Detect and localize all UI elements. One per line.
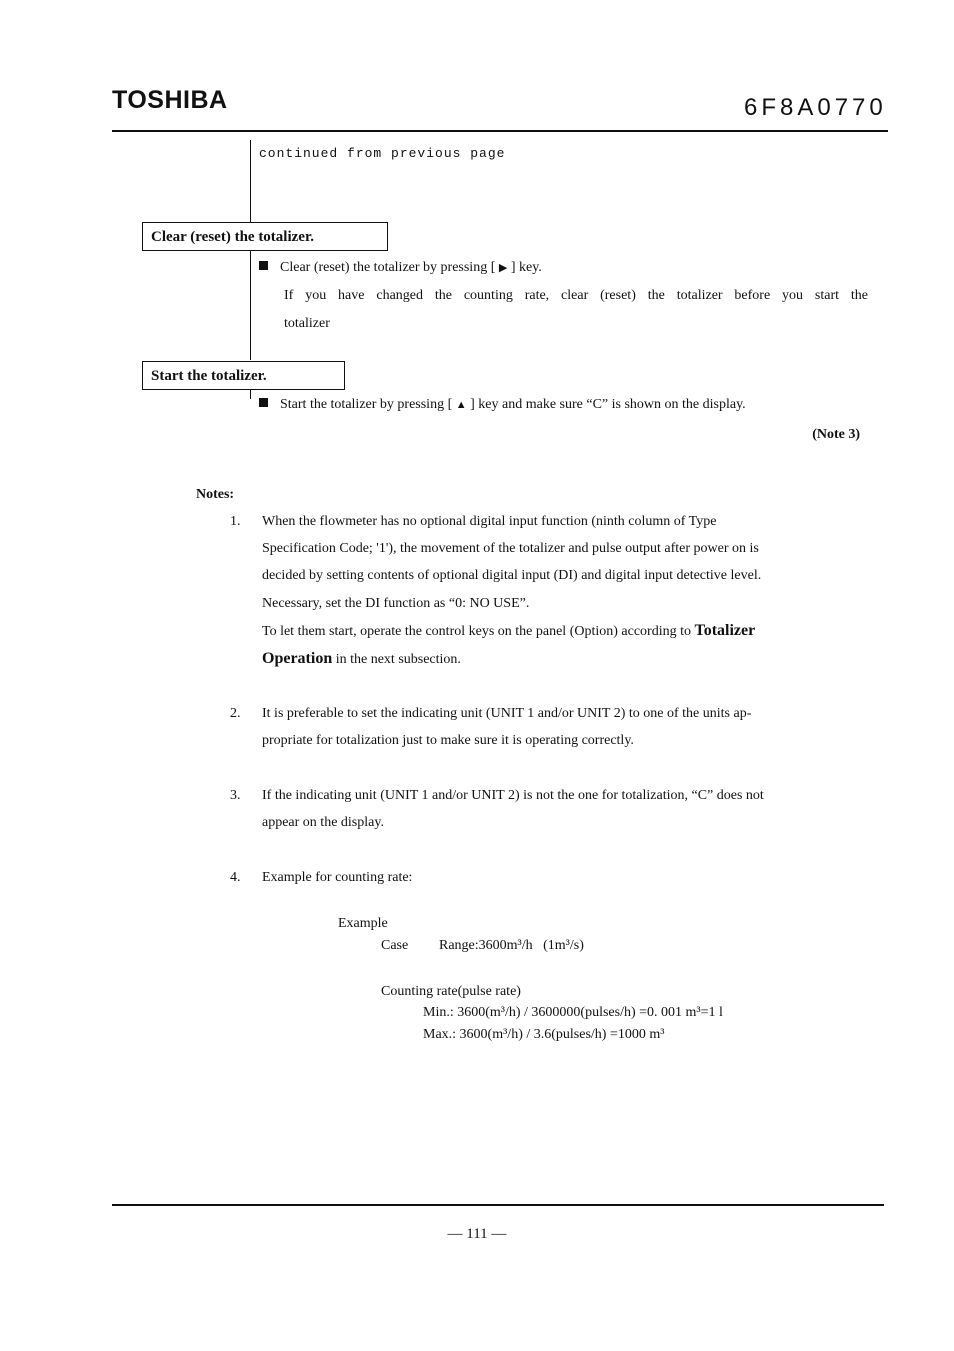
case-range: Range:3600m³/h (1m³/s) [439, 938, 584, 953]
flow-connector-mid [250, 250, 251, 360]
totalizer-bold-text: Totalizer [694, 622, 756, 639]
note-1-line1: When the flowmeter has no optional digital input function (ninth column of Type [262, 514, 717, 529]
right-arrow-key-icon: ▶ [498, 262, 508, 274]
notes-heading: Notes: [196, 487, 235, 502]
note-2-number: 2. [230, 706, 241, 721]
header-rule [112, 130, 888, 132]
note-3-line2: appear on the display. [262, 815, 384, 830]
step-clear-title: Clear (reset) the totalizer. [142, 222, 388, 251]
up-arrow-key-icon: ▲ [455, 399, 467, 411]
flow-connector-top [250, 140, 251, 222]
counting-rate-label: Counting rate(pulse rate) [381, 984, 521, 999]
note-1-line2: Specification Code; '1'), the movement of the totalizer and pulse output after power on is [262, 541, 759, 556]
bullet-square-icon [259, 261, 268, 270]
note-1-line5 [262, 617, 755, 646]
step-clear-bullet-line [259, 254, 542, 282]
step-clear-bullet-prefix: Clear (reset) the totalizer by pressing [ [280, 260, 496, 275]
step-start-bullet-suffix: ] key and make sure “C” is shown on the display. [470, 397, 746, 412]
note-1-line4: Necessary, set the DI function as “0: NO USE”. [262, 596, 530, 611]
case-label: Case [381, 938, 409, 953]
step-start-bullet-line [259, 391, 746, 419]
counting-rate-min: Min.: 3600(m³/h) / 3600000(pulses/h) =0. 001 m³=1 l [423, 1005, 723, 1020]
footer-rule [112, 1204, 884, 1206]
note-1-line5-text: To let them start, operate the control keys on the panel (Option) according to [262, 624, 695, 639]
page-number: — 111 — [447, 1226, 507, 1242]
bullet-square-icon [259, 398, 268, 407]
note-4-text: Example for counting rate: [262, 870, 413, 885]
step-start-title: Start the totalizer. [142, 361, 345, 390]
example-label: Example [338, 916, 388, 931]
continued-text: continued from previous page [259, 146, 506, 161]
note-1-line6 [262, 645, 461, 674]
flow-connector-bottom [250, 389, 251, 399]
note-1-line6-text: in the next subsection. [332, 652, 461, 667]
step-clear-line3: totalizer [284, 316, 330, 331]
toshiba-logo: TOSHIBA [112, 86, 228, 114]
note-4-number: 4. [230, 870, 241, 885]
document-number: 6F8A0770 [744, 94, 887, 121]
step-clear-line2: If you have changed the counting rate, clear (reset) the totalizer before you start the [284, 288, 868, 303]
note-1-line3: decided by setting contents of optional digital input (DI) and digital input detective level. [262, 568, 762, 583]
step-start-bullet-prefix: Start the totalizer by pressing [ [280, 397, 453, 412]
note-2-line1: It is preferable to set the indicating unit (UNIT 1 and/or UNIT 2) to one of the units ap- [262, 706, 752, 721]
note-1-number: 1. [230, 514, 241, 529]
counting-rate-max: Max.: 3600(m³/h) / 3.6(pulses/h) =1000 m³ [423, 1027, 665, 1042]
note-reference: (Note 3) [812, 427, 860, 442]
step-clear-bullet-suffix: ] key. [510, 260, 542, 275]
note-3-line1: If the indicating unit (UNIT 1 and/or UNIT 2) is not the one for totalization, “C” does not [262, 788, 764, 803]
note-3-number: 3. [230, 788, 241, 803]
note-2-line2: propriate for totalization just to make sure it is operating correctly. [262, 733, 634, 748]
operation-bold-text: Operation [262, 650, 333, 667]
